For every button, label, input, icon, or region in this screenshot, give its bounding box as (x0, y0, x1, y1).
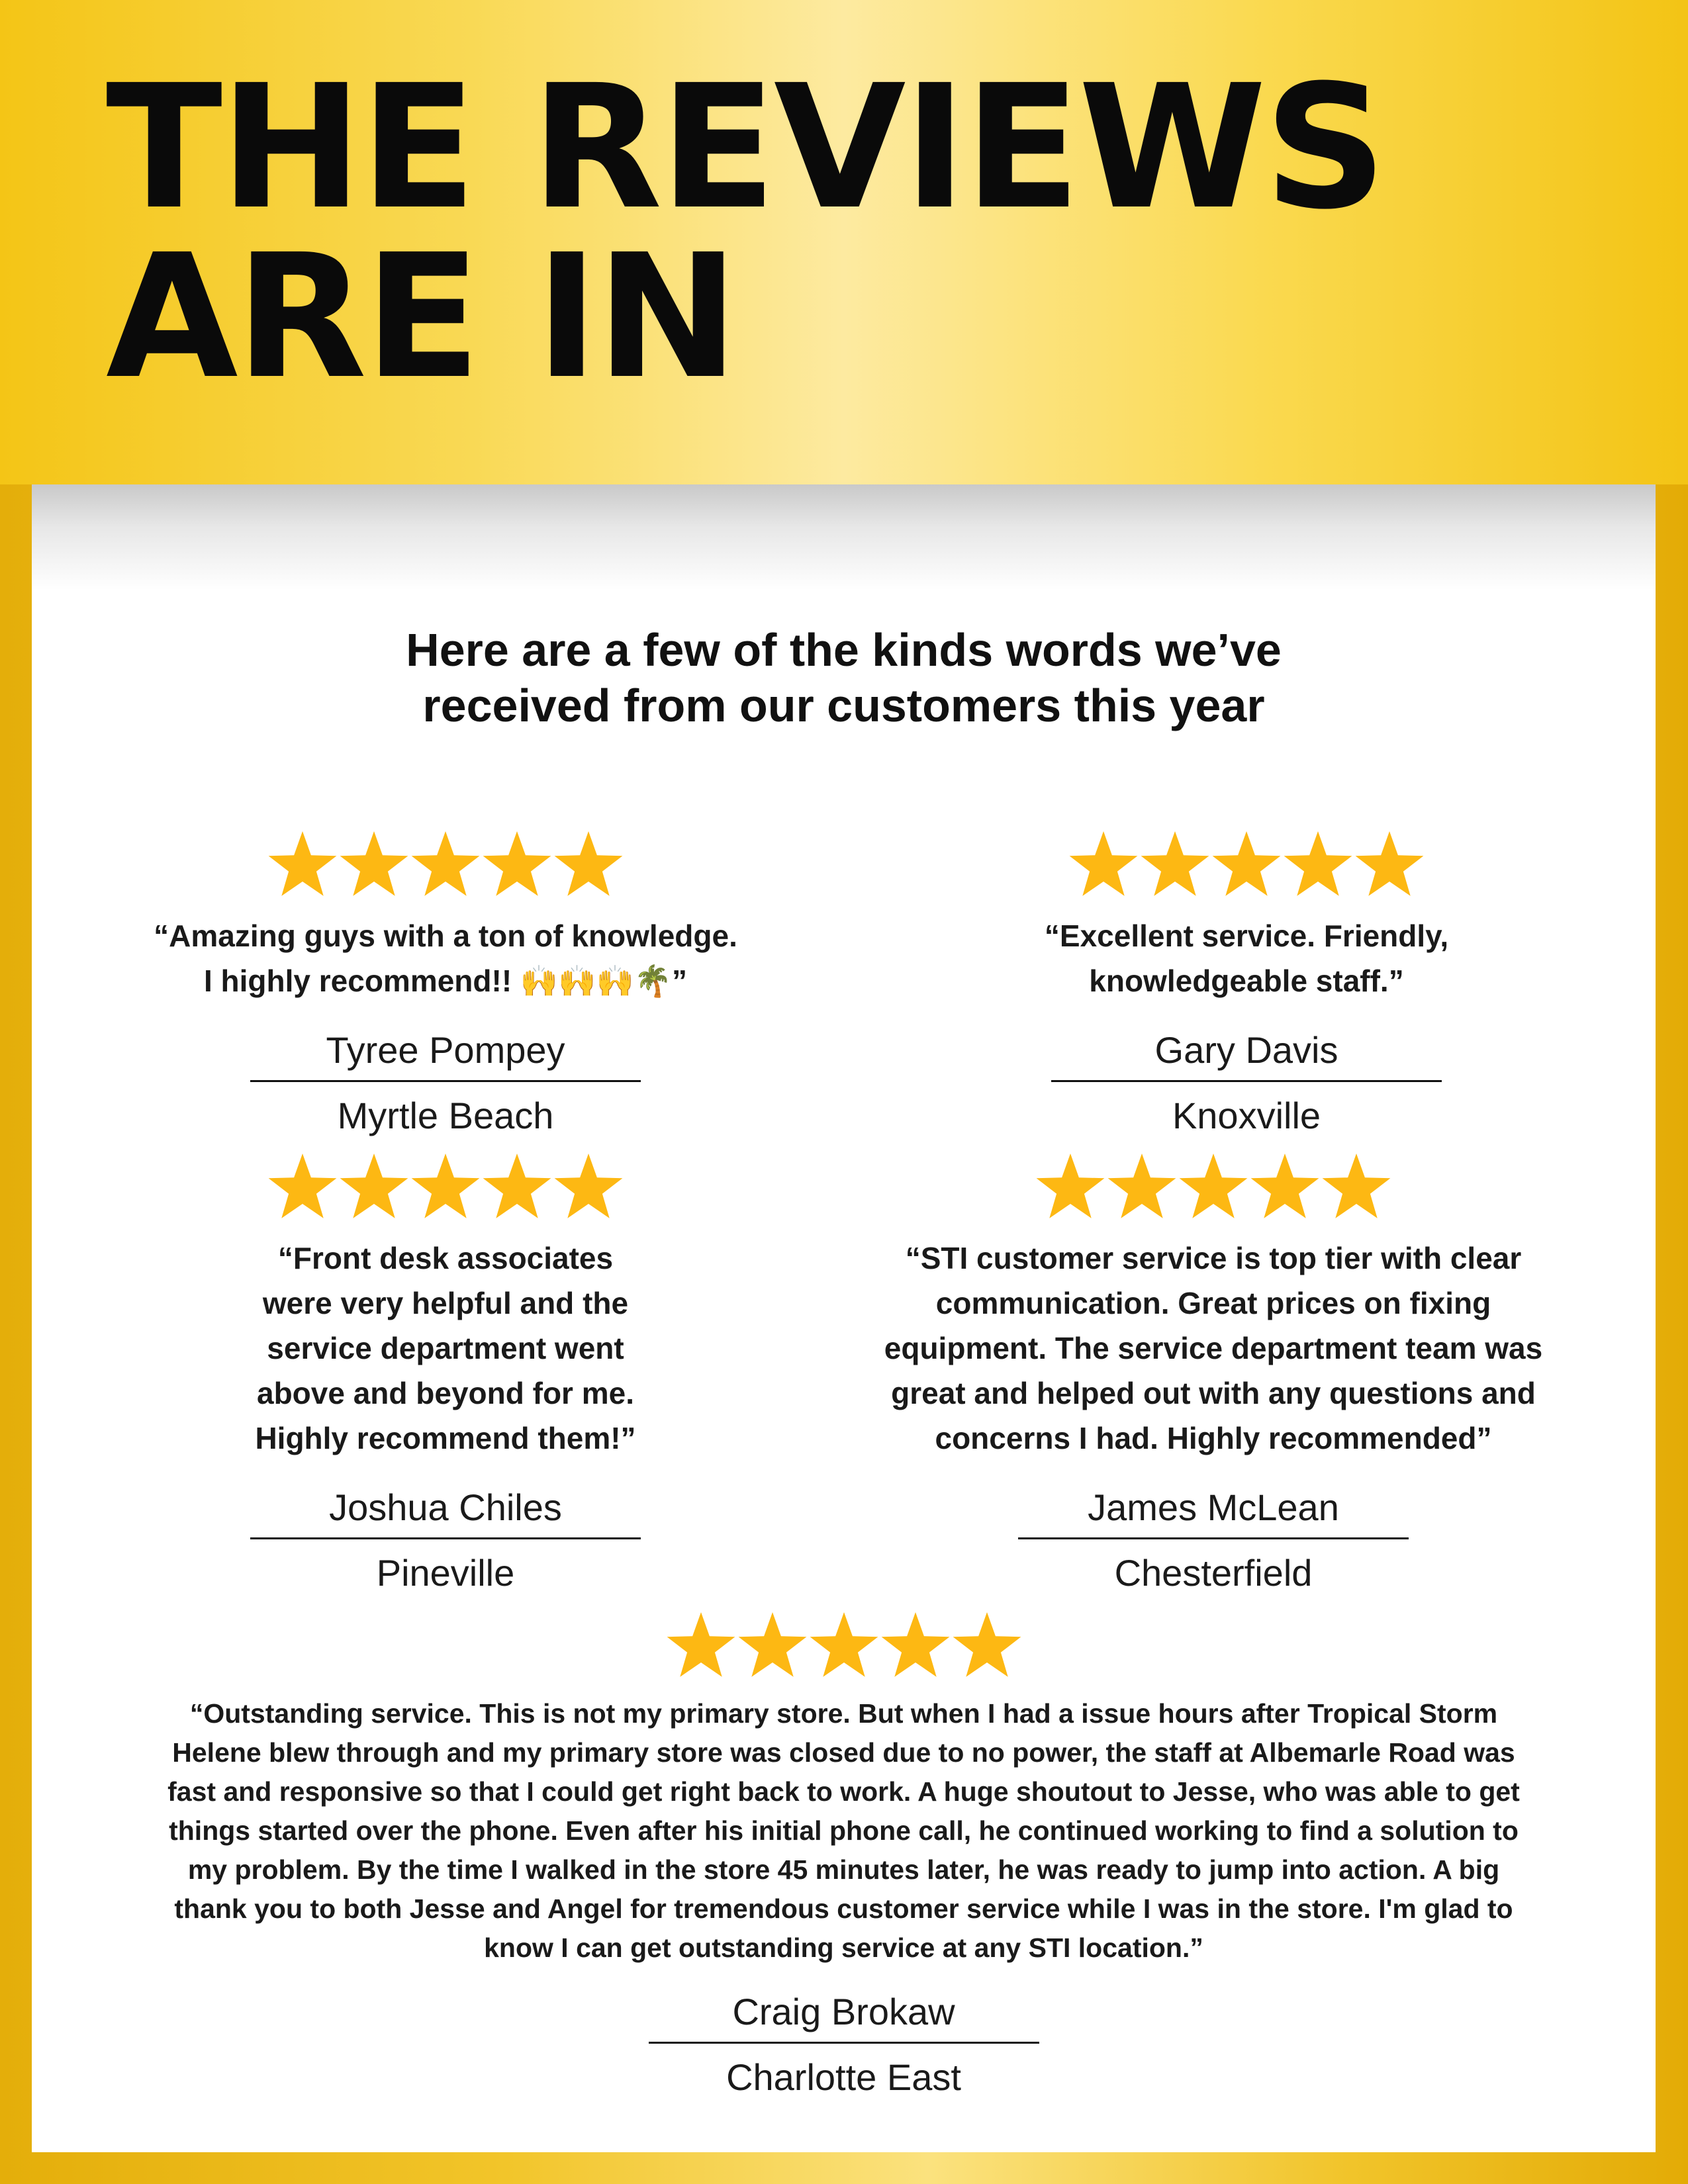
reviewer-location: Knoxville (1172, 1095, 1321, 1136)
star-icon (340, 1154, 408, 1218)
star-icon (483, 1154, 551, 1218)
star-icon (1141, 831, 1209, 896)
star-icon (1037, 1154, 1105, 1218)
star-icon (555, 831, 623, 896)
reviewer-name: Gary Davis (1154, 1029, 1338, 1071)
reviewer-location: Pineville (376, 1552, 515, 1594)
review-card (773, 1151, 1654, 1595)
star-icon (881, 1612, 949, 1677)
star-icon (1108, 1154, 1176, 1218)
reviewer-location: Charlotte East (726, 2056, 961, 2098)
star-icon (412, 831, 480, 896)
review-quote: “Outstanding service. This is not my primary store. But when I had a issue hours after Tropical Storm Helene blew through and my primary store was closed due to no power, the staff at Albemarle Road was fast and responsive so that I could get right back to work. A huge shoutout to Jesse, who was able to get things started over the phone. Even after his initial phone call, he continued working to find a solution to my problem. By the time I walked in the store 45 minutes later, he was ready to jump into action. A big thank you to both Jesse and Angel for tremendous customer service while I was in the store. I'm glad to know I can get outstanding service at any STI location.” (167, 1698, 1520, 1963)
star-icon (1180, 1154, 1248, 1218)
review-quote: “STI customer service is top tier with clear communication. Great prices on fixing equipment. The service department team was great and helped out with any questions and concerns I had. Highly recommended” (884, 1241, 1543, 1455)
reviewer-name: Joshua Chiles (329, 1486, 562, 1528)
review-card (872, 829, 1620, 1138)
review-quote: “Excellent service. Friendly, knowledgeable staff.” (1044, 919, 1449, 998)
five-star-rating-icon (1068, 829, 1425, 901)
reviews-card (32, 484, 1656, 2152)
star-icon (1213, 831, 1281, 896)
review-quote: “Amazing guys with a ton of knowledge. I highly recommend!! 🙌🙌🙌🌴” (154, 919, 737, 998)
review-quote: “Front desk associates were very helpful and the service department went above and beyond for me. Highly recommend them!” (255, 1241, 636, 1455)
divider (649, 2042, 1039, 2044)
star-icon (667, 1612, 735, 1677)
review-card (71, 829, 820, 1138)
star-icon (412, 1154, 480, 1218)
reviewer-location: Myrtle Beach (337, 1095, 554, 1136)
review-card (58, 1610, 1629, 2099)
divider (250, 1080, 641, 1082)
five-star-rating-icon (665, 1610, 1023, 1682)
star-icon (1070, 831, 1138, 896)
star-icon (1323, 1154, 1391, 1218)
star-icon (269, 831, 337, 896)
reviewer-name: James McLean (1088, 1486, 1339, 1528)
divider (1018, 1537, 1409, 1539)
reviewer-name: Tyree Pompey (326, 1029, 565, 1071)
reviewer-location: Chesterfield (1114, 1552, 1313, 1594)
reviewer-name: Craig Brokaw (732, 1991, 955, 2032)
star-icon (1251, 1154, 1319, 1218)
divider (250, 1537, 641, 1539)
review-card (71, 1151, 820, 1595)
star-icon (738, 1612, 806, 1677)
five-star-rating-icon (267, 1151, 624, 1224)
intro-text: Here are a few of the kinds words we’ve received from our customers this year (406, 624, 1282, 731)
star-icon (953, 1612, 1021, 1677)
star-icon (810, 1612, 878, 1677)
page-title: THE REVIEWS ARE IN (106, 48, 1385, 416)
header-banner (0, 0, 1688, 484)
five-star-rating-icon (1035, 1151, 1392, 1224)
star-icon (1284, 831, 1352, 896)
star-icon (483, 831, 551, 896)
star-icon (269, 1154, 337, 1218)
star-icon (555, 1154, 623, 1218)
five-star-rating-icon (267, 829, 624, 901)
star-icon (1356, 831, 1424, 896)
divider (1051, 1080, 1442, 1082)
star-icon (340, 831, 408, 896)
